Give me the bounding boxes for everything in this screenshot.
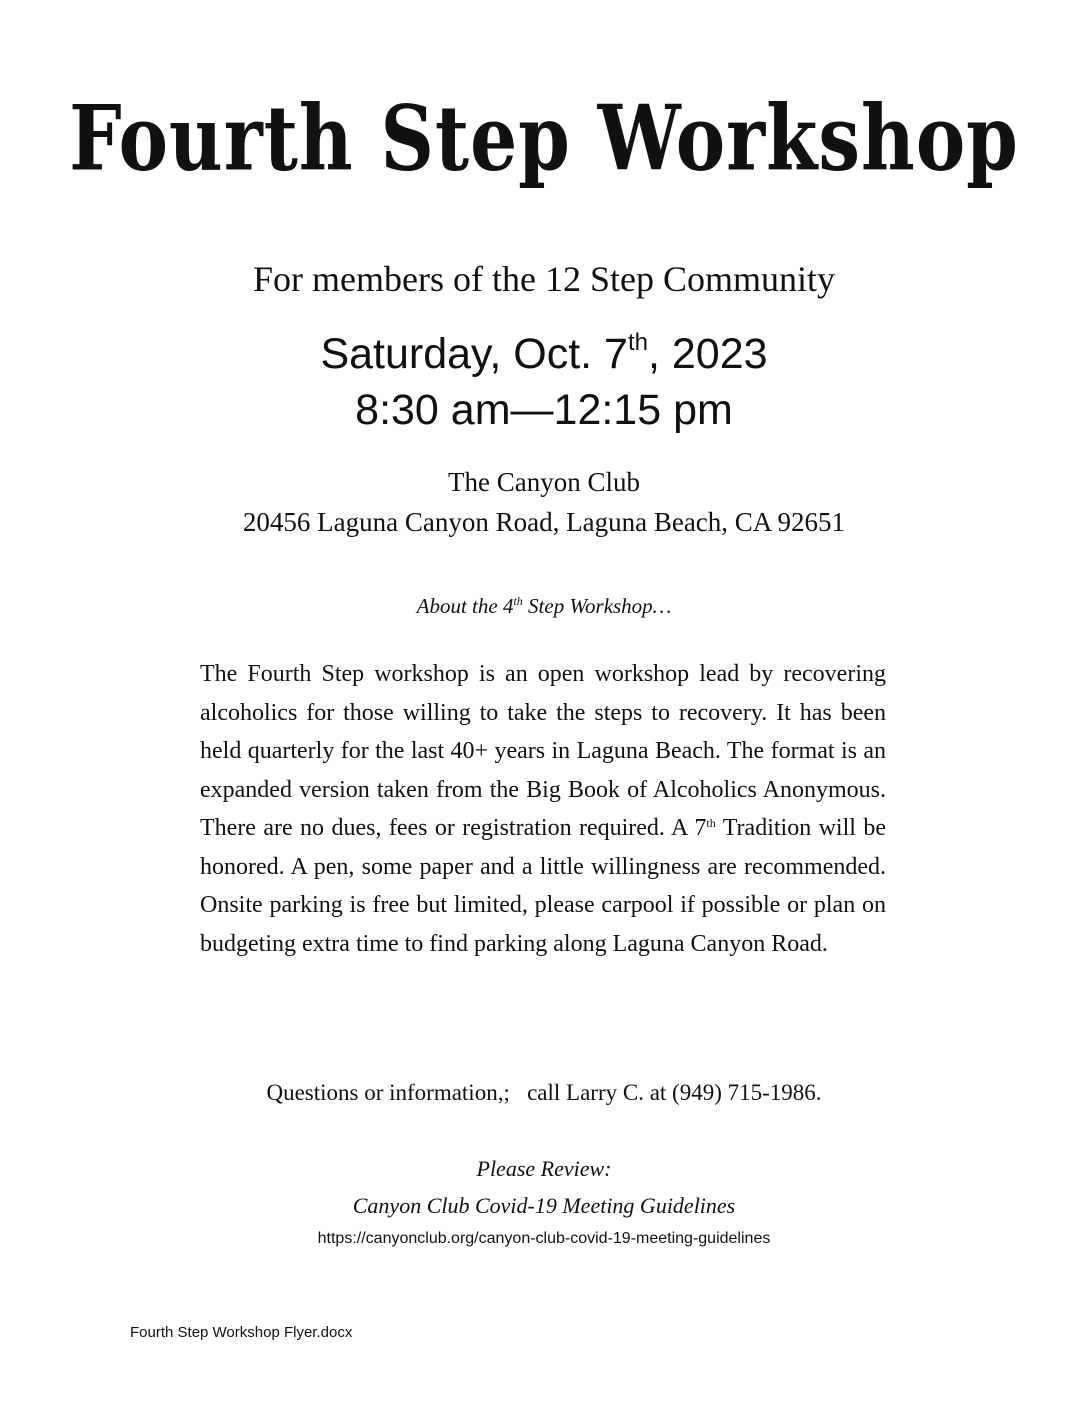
guidelines-url: https://canyonclub.org/canyon-club-covid-19-meeting-guidelines: [317, 1230, 771, 1247]
guidelines-title: Canyon Club Covid-19 Meeting Guidelines: [352, 1193, 736, 1218]
about-heading: [0, 594, 1088, 619]
about-body-part1: The Fourth Step workshop is an open workshop lead by recovering alcoholics for those willing to take the steps to recovery. It has been held quarterly for the last 40+ years in Laguna Beach. The format is an expanded version taken from the Big Book of Alcoholics Anonymous. There are no dues, fees or registration required. A 7: [200, 661, 886, 841]
venue-name: The Canyon Club: [448, 467, 640, 497]
event-date-main: Saturday, Oct. 7: [320, 330, 628, 378]
contact-info: Questions or information,; call Larry C. at (949) 715-1986.: [266, 1080, 822, 1105]
event-date: [0, 330, 1088, 379]
about-heading-ordinal: th: [513, 594, 523, 608]
event-date-ordinal: th: [627, 329, 648, 356]
event-date-year: , 2023: [647, 330, 768, 378]
review-label: Please Review:: [476, 1156, 612, 1181]
about-heading-main: About the 4: [416, 594, 514, 618]
about-heading-rest: Step Workshop…: [522, 594, 672, 618]
event-time: 8:30 am—12:15 pm: [355, 386, 733, 434]
about-body: [200, 655, 886, 963]
flyer-subtitle: For members of the 12 Step Community: [253, 259, 835, 299]
about-body-ordinal: th: [706, 816, 716, 830]
footer-filename: Fourth Step Workshop Flyer.docx: [130, 1324, 353, 1341]
venue-address: 20456 Laguna Canyon Road, Laguna Beach, CA 92651: [242, 507, 846, 537]
flyer-title: Fourth Step Workshop: [69, 86, 1019, 192]
about-body-part2: Tradition will be honored. A pen, some paper and a little willingness are recommended. Onsite parking is free but limited, please carpool if possible or plan on budgeting extra time to find parking along Laguna Canyon Road.: [200, 815, 886, 957]
